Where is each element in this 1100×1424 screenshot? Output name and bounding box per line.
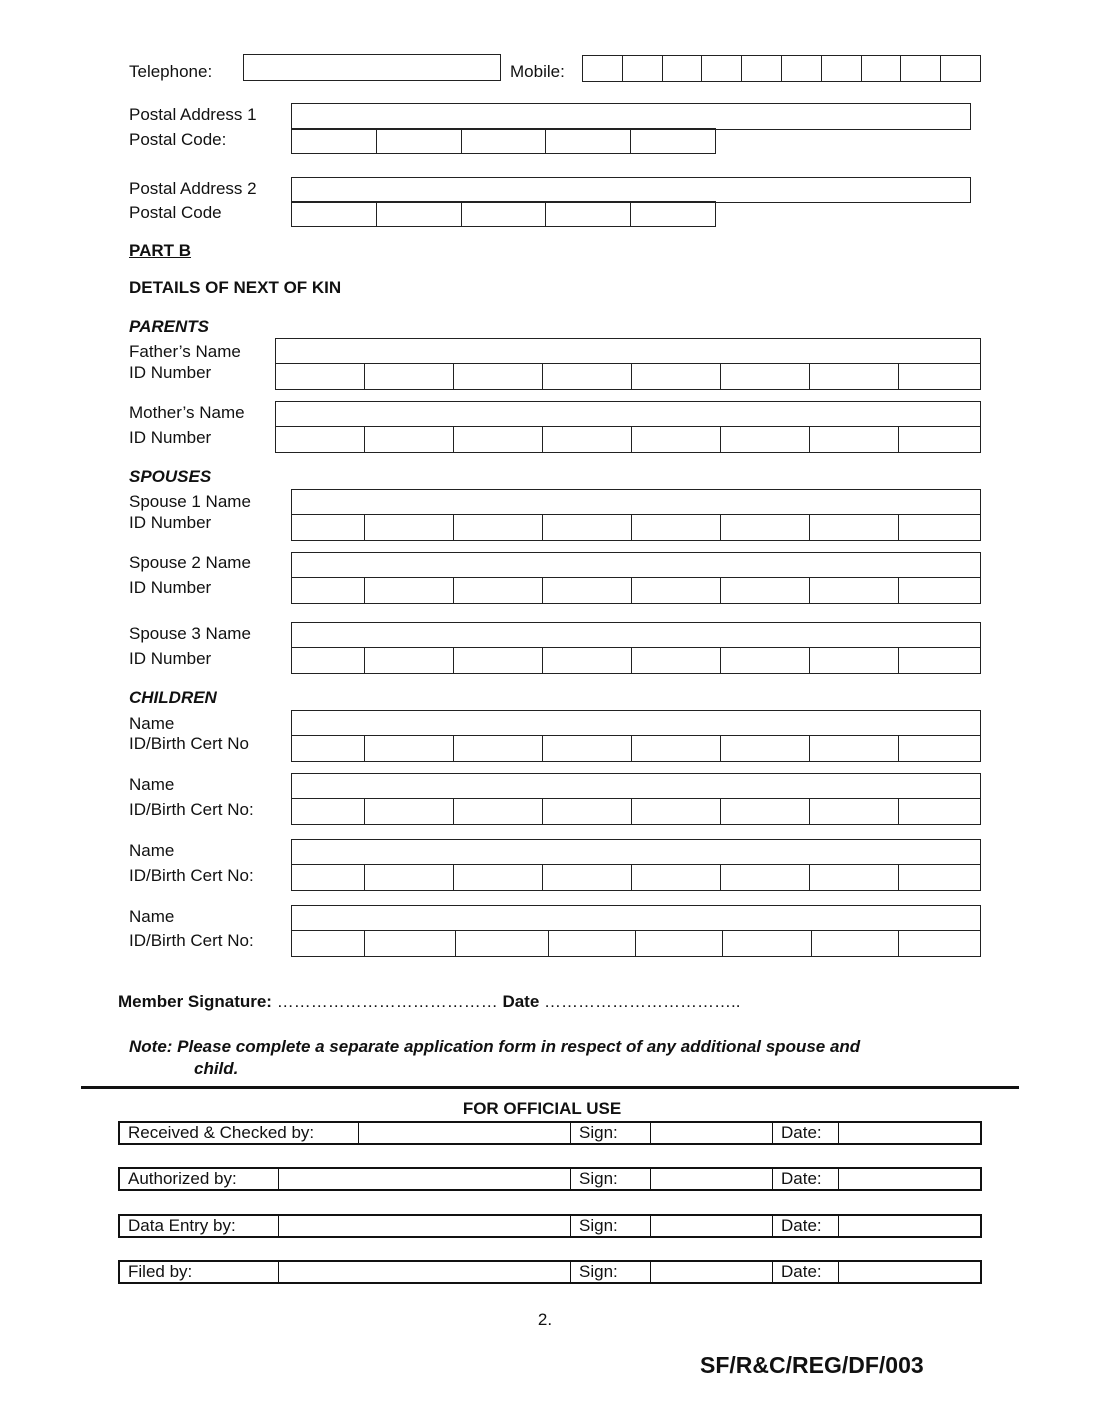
member-signature-label: Member Signature: — [118, 992, 272, 1011]
postal-address-1-label: Postal Address 1 — [129, 105, 257, 124]
signature-date-dots[interactable]: …………………………….. — [544, 992, 741, 1011]
father-id-field[interactable] — [275, 364, 981, 390]
official-row-label: Filed by: — [128, 1262, 193, 1281]
postal-address-1-field[interactable] — [291, 103, 971, 130]
children-heading: CHILDREN — [129, 688, 217, 707]
spouse-2-id-label: ID Number — [129, 578, 212, 597]
official-row-authorized — [118, 1167, 982, 1191]
child-1-id-label: ID/Birth Cert No — [129, 734, 249, 753]
official-name-field[interactable] — [278, 1216, 570, 1236]
child-3-id-field[interactable] — [291, 865, 981, 891]
official-row-filed — [118, 1260, 982, 1284]
father-id-label: ID Number — [129, 363, 212, 382]
spouse-3-id-field[interactable] — [291, 648, 981, 674]
postal-code-2-label: Postal Code — [129, 203, 222, 222]
member-signature-dots[interactable]: ………………………………… — [276, 992, 498, 1011]
signature-date-label: Date — [502, 992, 540, 1011]
spouse-3-id-label: ID Number — [129, 649, 212, 668]
form-code: SF/R&C/REG/DF/003 — [700, 1352, 924, 1378]
father-name-field[interactable] — [275, 338, 981, 364]
official-sign-field[interactable] — [650, 1123, 772, 1143]
child-4-name-field[interactable] — [291, 905, 981, 931]
official-sign-label: Sign: — [570, 1262, 650, 1282]
member-signature-line — [118, 992, 741, 1012]
child-1-name-field[interactable] — [291, 710, 981, 736]
official-sign-label: Sign: — [570, 1169, 650, 1189]
child-1-id-field[interactable] — [291, 736, 981, 762]
official-row-label: Data Entry by: — [128, 1216, 236, 1235]
official-row-label: Received & Checked by: — [128, 1123, 315, 1142]
official-row-received — [118, 1121, 982, 1145]
child-4-id-field[interactable] — [291, 931, 981, 957]
official-name-field[interactable] — [278, 1262, 570, 1282]
spouse-2-name-field[interactable] — [291, 552, 981, 578]
official-sign-label: Sign: — [570, 1123, 650, 1143]
spouse-1-id-label: ID Number — [129, 513, 212, 532]
telephone-field[interactable] — [243, 54, 501, 81]
mobile-field[interactable] — [582, 55, 981, 82]
part-b-heading: PART B — [129, 241, 192, 260]
child-2-id-field[interactable] — [291, 799, 981, 825]
official-date-label: Date: — [772, 1262, 838, 1282]
mother-id-field[interactable] — [275, 427, 981, 453]
official-row-data-entry — [118, 1214, 982, 1238]
postal-code-2-field[interactable] — [291, 201, 716, 227]
spouse-3-name-field[interactable] — [291, 622, 981, 648]
postal-address-2-label: Postal Address 2 — [129, 179, 257, 198]
postal-code-1-label: Postal Code: — [129, 130, 227, 149]
official-use-heading: FOR OFFICIAL USE — [462, 1099, 622, 1118]
spouse-1-name-field[interactable] — [291, 489, 981, 515]
mother-name-label: Mother’s Name — [129, 403, 245, 422]
child-1-name-label: Name — [129, 714, 175, 733]
next-of-kin-heading: DETAILS OF NEXT OF KIN — [129, 278, 342, 297]
child-4-name-label: Name — [129, 907, 175, 926]
spouse-3-name-label: Spouse 3 Name — [129, 624, 251, 643]
mother-name-field[interactable] — [275, 401, 981, 427]
official-date-label: Date: — [772, 1123, 838, 1143]
mother-id-label: ID Number — [129, 428, 212, 447]
spouse-1-id-field[interactable] — [291, 515, 981, 541]
parents-heading: PARENTS — [129, 317, 209, 336]
official-date-field[interactable] — [838, 1216, 980, 1236]
child-3-name-field[interactable] — [291, 839, 981, 865]
note-line-1: Note: Please complete a separate application form in respect of any additional spouse and — [129, 1037, 861, 1056]
official-date-field[interactable] — [838, 1262, 980, 1282]
official-sign-label: Sign: — [570, 1216, 650, 1236]
spouses-heading: SPOUSES — [129, 467, 212, 486]
telephone-label: Telephone: — [129, 62, 213, 81]
child-4-id-label: ID/Birth Cert No: — [129, 931, 254, 950]
official-sign-field[interactable] — [650, 1216, 772, 1236]
note-line-2: child. — [194, 1059, 239, 1078]
postal-code-1-field[interactable] — [291, 128, 716, 154]
father-name-label: Father’s Name — [129, 342, 241, 361]
child-2-name-label: Name — [129, 775, 175, 794]
child-3-id-label: ID/Birth Cert No: — [129, 866, 254, 885]
child-3-name-label: Name — [129, 841, 175, 860]
official-date-label: Date: — [772, 1169, 838, 1189]
official-date-field[interactable] — [838, 1123, 980, 1143]
official-name-field[interactable] — [358, 1123, 570, 1143]
official-name-field[interactable] — [278, 1169, 570, 1189]
mobile-label: Mobile: — [510, 62, 565, 81]
spouse-2-id-field[interactable] — [291, 578, 981, 604]
page-number: 2. — [537, 1310, 553, 1329]
section-divider — [81, 1086, 1019, 1089]
child-2-id-label: ID/Birth Cert No: — [129, 800, 254, 819]
official-date-label: Date: — [772, 1216, 838, 1236]
spouse-2-name-label: Spouse 2 Name — [129, 553, 251, 572]
child-2-name-field[interactable] — [291, 773, 981, 799]
official-date-field[interactable] — [838, 1169, 980, 1189]
spouse-1-name-label: Spouse 1 Name — [129, 492, 251, 511]
official-sign-field[interactable] — [650, 1262, 772, 1282]
postal-address-2-field[interactable] — [291, 177, 971, 203]
official-row-label: Authorized by: — [128, 1169, 237, 1188]
official-sign-field[interactable] — [650, 1169, 772, 1189]
